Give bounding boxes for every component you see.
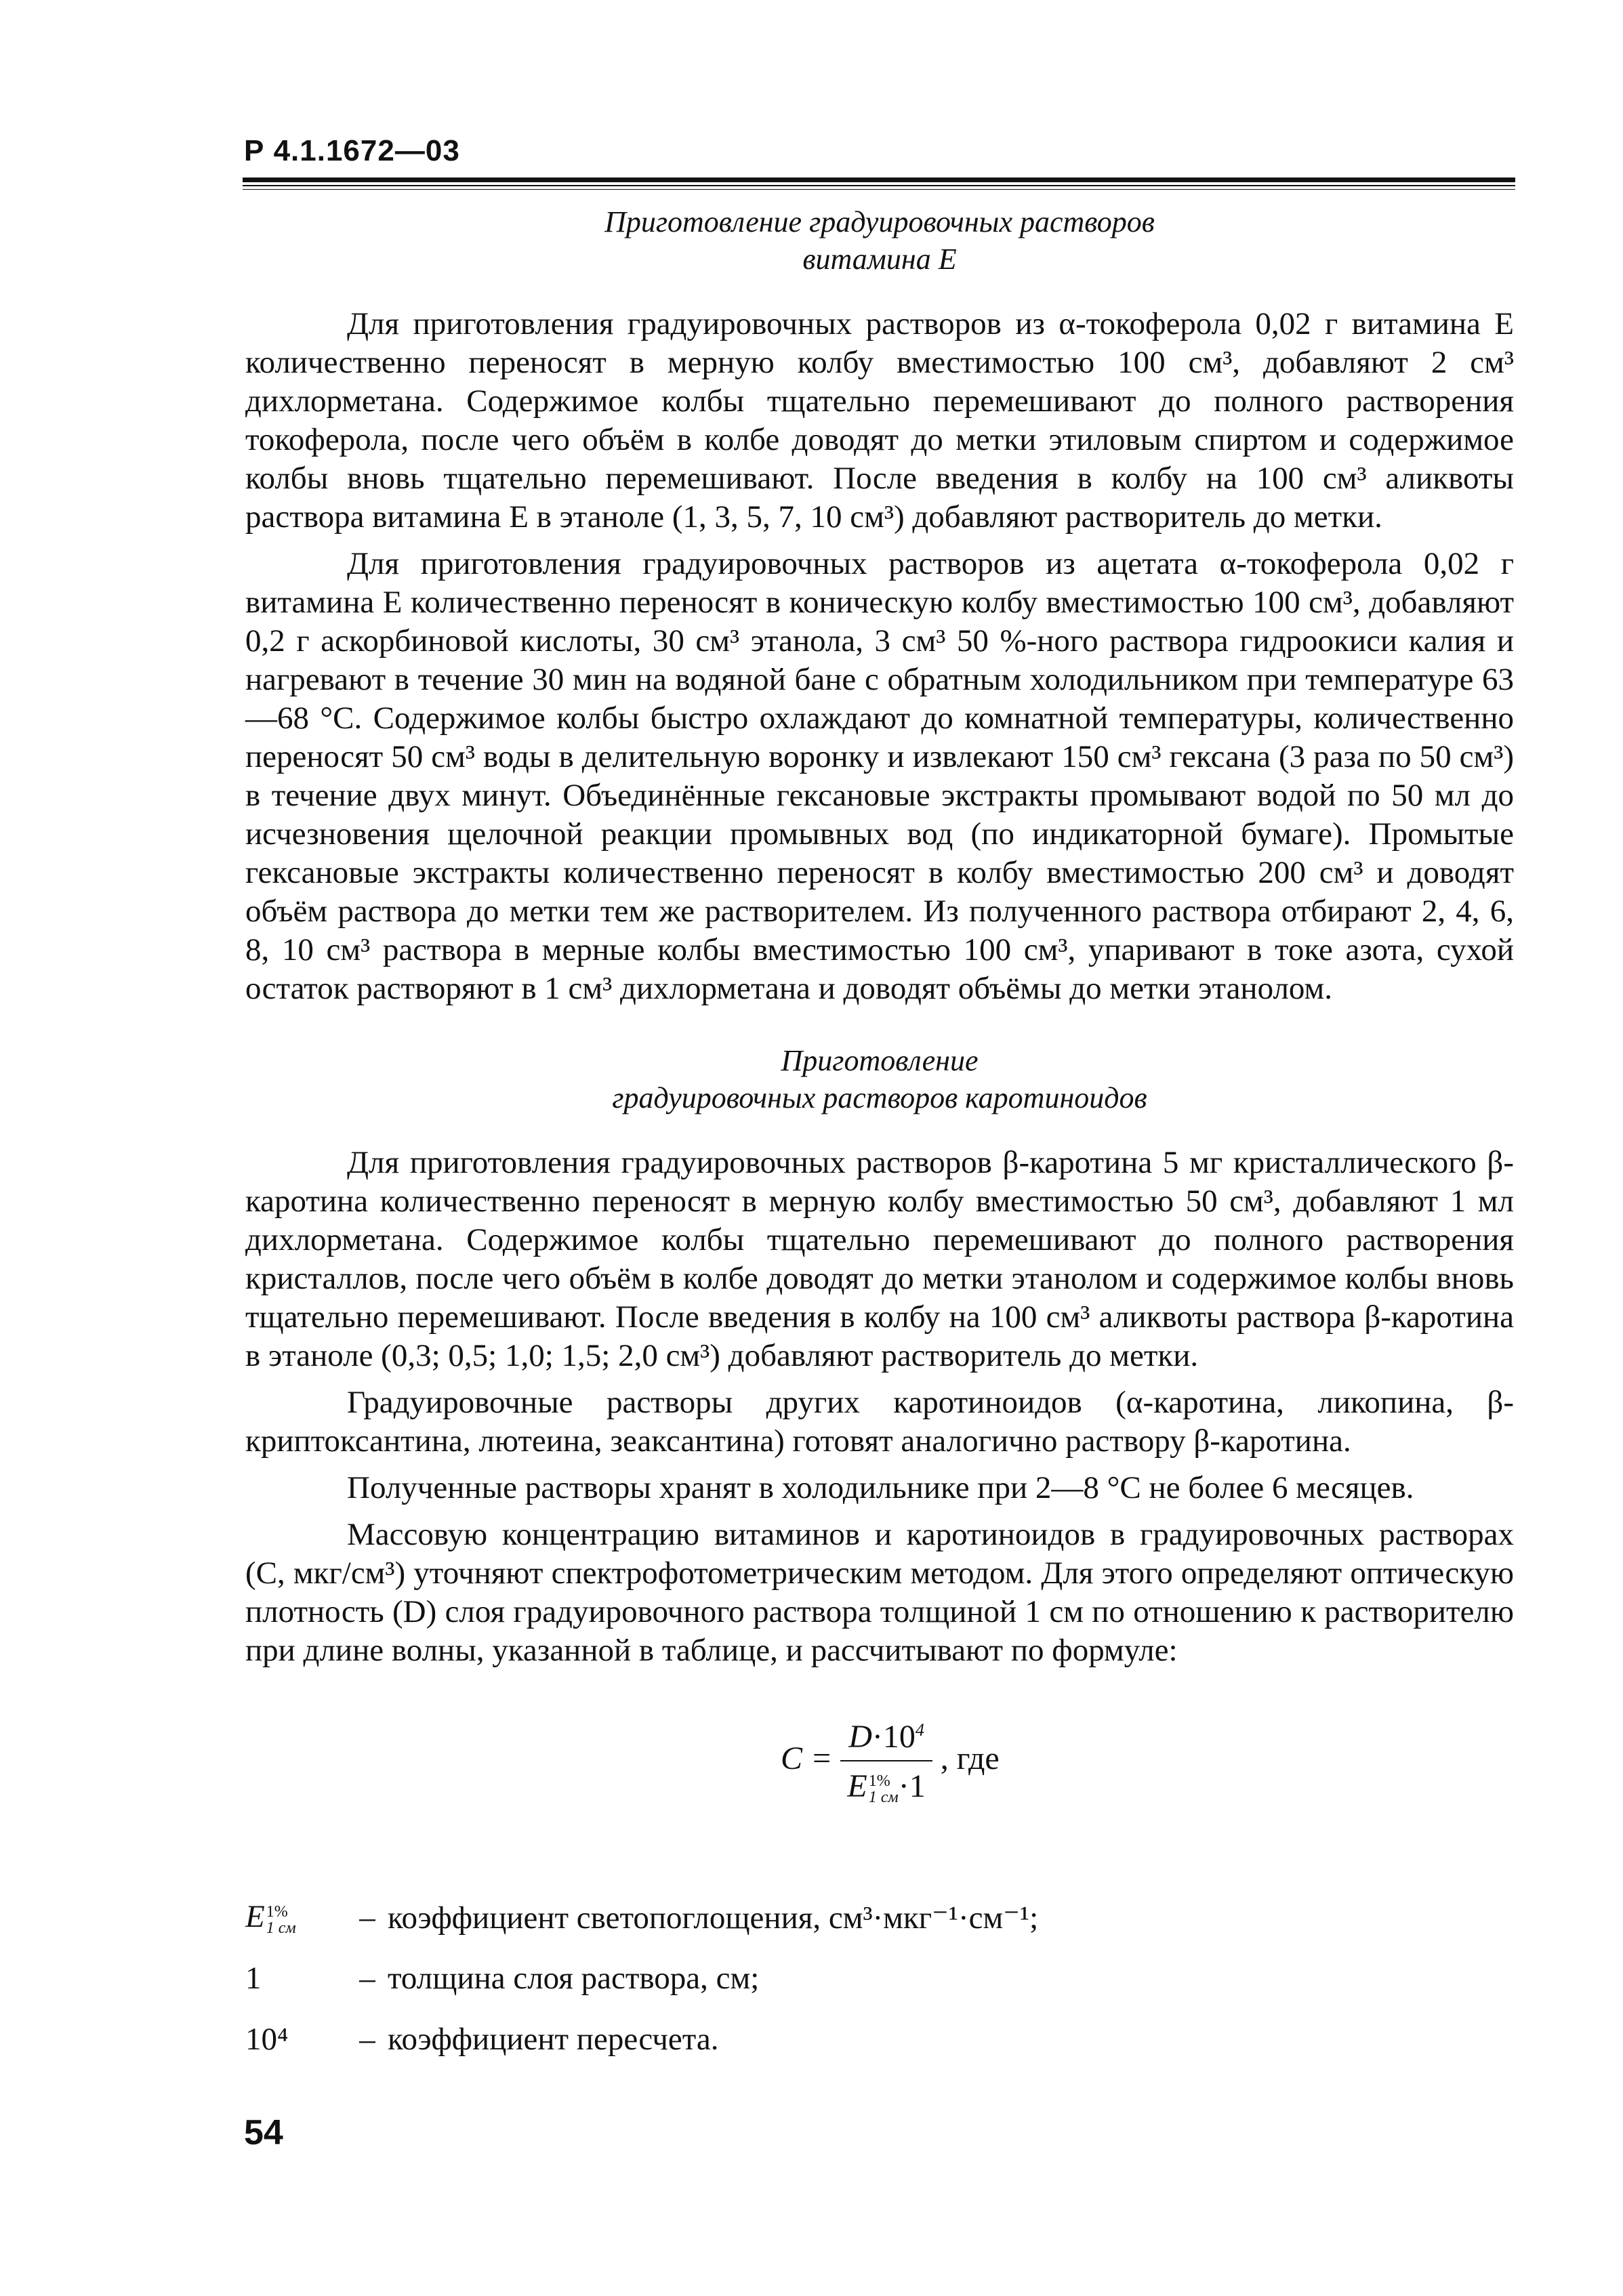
formula-legend [245,1887,1038,2070]
legend-subscript: 1 см [266,1919,296,1937]
denominator-variable: E [847,1768,867,1804]
formula-lhs: C = [781,1740,833,1776]
heading-line: Приготовление градуировочных растворов [604,205,1155,238]
legend-row [245,2009,1038,2070]
page-body [245,203,1514,1853]
section-heading-carotenoids [245,1042,1514,1116]
concentration-formula [781,1711,1000,1806]
heading-line: витамина Е [802,243,957,276]
denominator-indices [869,1773,899,1806]
legend-symbol: 1 [245,1961,262,1996]
legend-variable: E [245,1899,265,1935]
formula-fraction [840,1711,932,1806]
paragraph: Для приготовления градуировочных растворов β-каротина 5 мг кристаллического β-каротина количественно переносят в мерную колбу вместимостью 50 см³, добавляют 1 мл дихлорметана. Содержимое колбы тщательно перемешивают до полного растворения кристаллов, после чего объём в колбе доводят до метки этанолом и содержимое колбы вновь тщательно перемешивают. После введения в колбу на 100 см³ аликвоты раствора β-каротина в этаноле (0,3; 0,5; 1,0; 1,5; 2,0 см³) добавляют растворитель до метки. [245,1145,1514,1373]
formula-numerator [842,1711,931,1760]
formula-denominator [840,1761,932,1806]
denominator-superscript: 1% [868,1772,890,1790]
denominator-factor: ·1 [898,1768,926,1804]
document-code: Р 4.1.1672—03 [244,134,460,167]
formula-where: , где [940,1740,1000,1776]
legend-text: коэффициент светопоглощения, см³·мкг⁻¹·см⁻¹; [388,1900,1039,1936]
paragraph: Для приготовления градуировочных растворов из α-токоферола 0,02 г витамина Е количественно переносят в мерную колбу вместимостью 100 см³, добавляют 2 см³ дихлорметана. Содержимое колбы тщательно перемешивают до полного растворения токоферола, после чего объём в колбе доводят до метки этиловым спиртом и содержимое колбы вновь тщательно перемешивают. После введения в колбу на 100 см³ аликвоты раствора витамина Е в этаноле (1, 3, 5, 7, 10 см³) добавляют растворитель до метки. [245,306,1514,535]
legend-row [245,1887,1038,1948]
header-rule-thick [243,178,1515,182]
header-rule-thin [243,189,1515,190]
legend-dash: – [359,1961,375,1996]
paragraph: Полученные растворы хранят в холодильнике при 2—8 °С не более 6 месяцев. [347,1470,1414,1505]
legend-text: толщина слоя раствора, см; [388,1961,760,1996]
denominator-subscript: 1 см [868,1788,899,1806]
legend-dash: – [359,1900,375,1935]
paragraph: Для приготовления градуировочных растворов из ацетата α-токоферола 0,02 г витамина Е количественно переносят в коническую колбу вместимостью 100 см³, добавляют 0,2 г аскорбиновой кислоты, 30 см³ этанола, 3 см³ 50 %-ного раствора гидроокиси калия и нагревают в течение 30 мин на водяной бане с обратным холодильником при температуре 63—68 °С. Содержимое колбы быстро охлаждают до комнатной температуры, количественно переносят 50 см³ воды в делительную воронку и извлекают 150 см³ гексана (3 раза по 50 см³) в течение двух минут. Объединённые гексановые экстракты промывают водой по 50 мл до исчезновения щелочной реакции промывных вод (по индикаторной бумаге). Промытые гексановые экстракты количественно переносят в колбу вместимостью 200 см³ и доводят объём раствора до метки тем же растворителем. Из полученного раствора отбирают 2, 4, 6, 8, 10 см³ раствора в мерные колбы вместимостью 100 см³, упаривают в токе азота, сухой остаток растворяют в 1 см³ дихлорметана и доводят объёмы до метки этанолом. [245,546,1514,1006]
legend-indices [266,1904,296,1936]
paragraph: Градуировочные растворы других каротиноидов (α-каротина, ликопина, β-криптоксантина, лютеина, зеаксантина) готовят аналогично раствору β-каротина. [245,1385,1514,1459]
numerator-factor: ·10 [871,1719,916,1755]
heading-line: градуировочных растворов каротиноидов [612,1081,1147,1114]
legend-symbol: 10⁴ [245,2022,289,2057]
paragraph: Массовую концентрацию витаминов и каротиноидов в градуировочных растворах (C, мкг/см³) уточняют спектрофотометрическим методом. Для этого определяют оптическую плотность (D) слоя градуировочного раствора толщиной 1 см по отношению к растворителю при длине волны, указанной в таблице, и рассчитывают по формуле: [245,1517,1514,1668]
legend-symbol [245,1898,347,1936]
legend-superscript: 1% [266,1902,288,1921]
legend-row [245,1948,1038,2009]
legend-dash: – [359,2022,375,2057]
numerator-variable: D [848,1719,872,1755]
page-number: 54 [244,2113,283,2152]
header-rule-medium [243,185,1515,186]
section-heading-vitamin-e [245,203,1514,278]
heading-line: Приготовление [781,1044,979,1077]
legend-text: коэффициент пересчета. [388,2022,719,2057]
formula-block [245,1697,1514,1853]
numerator-exponent: 4 [915,1720,924,1740]
